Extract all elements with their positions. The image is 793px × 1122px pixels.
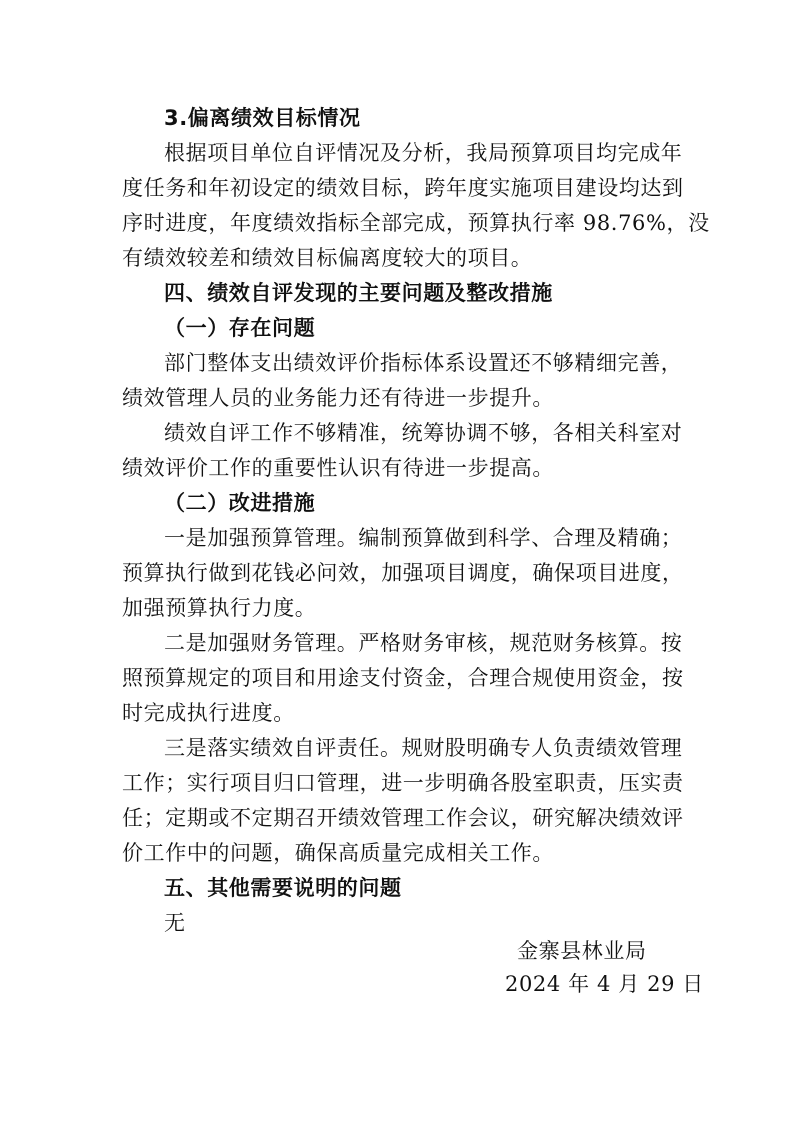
paragraph-line: 无: [164, 911, 186, 935]
paragraph-line: 二是加强财务管理。严格财务审核，规范财务核算。按: [164, 631, 683, 655]
signature-date: 2024 年 4 月 29 日: [505, 972, 704, 996]
paragraph-line: 绩效评价工作的重要性认识有待进一步提高。: [122, 456, 554, 480]
section-5-heading: 五、其他需要说明的问题: [164, 876, 402, 900]
paragraph-line: 度任务和年初设定的绩效目标，跨年度实施项目建设均达到: [122, 176, 684, 200]
subsection-2-heading: （二）改进措施: [164, 491, 316, 515]
paragraph-line: 绩效管理人员的业务能力还有待进一步提升。: [122, 386, 554, 410]
paragraph-line: 部门整体支出绩效评价指标体系设置还不够精细完善，: [164, 351, 683, 375]
subsection-1-heading: （一）存在问题: [164, 316, 316, 340]
section-4-heading: 四、绩效自评发现的主要问题及整改措施: [164, 281, 553, 305]
paragraph-line: 序时进度，年度绩效指标全部完成，预算执行率 98.76%，没: [122, 211, 710, 235]
paragraph-line: 照预算规定的项目和用途支付资金，合理合规使用资金，按: [122, 666, 684, 690]
paragraph-line: 三是落实绩效自评责任。规财股明确专人负责绩效管理: [164, 736, 683, 760]
paragraph-line: 一是加强预算管理。编制预算做到科学、合理及精确；: [164, 526, 683, 550]
paragraph-line: 绩效自评工作不够精准，统筹协调不够，各相关科室对: [164, 421, 683, 445]
paragraph-line: 时完成执行进度。: [122, 701, 295, 725]
signature-organization: 金寨县林业局: [517, 939, 647, 963]
section-3-heading: 3.偏离绩效目标情况: [164, 106, 361, 130]
paragraph-line: 工作；实行项目归口管理，进一步明确各股室职责，压实责: [122, 771, 684, 795]
paragraph-line: 预算执行做到花钱必问效，加强项目调度，确保项目进度，: [122, 561, 684, 585]
paragraph-line: 价工作中的问题，确保高质量完成相关工作。: [122, 841, 554, 865]
paragraph-line: 根据项目单位自评情况及分析，我局预算项目均完成年: [164, 141, 683, 165]
paragraph-line: 任；定期或不定期召开绩效管理工作会议，研究解决绩效评: [122, 806, 684, 830]
paragraph-line: 有绩效较差和绩效目标偏离度较大的项目。: [122, 246, 533, 270]
paragraph-line: 加强预算执行力度。: [122, 596, 317, 620]
